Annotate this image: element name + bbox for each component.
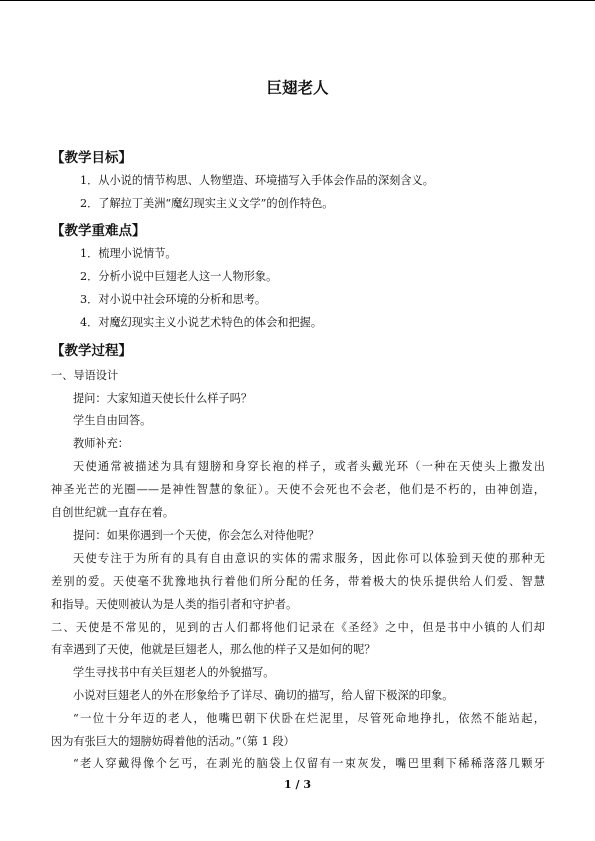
quote-line: “一位十分年迈的老人，他嘴巴朝下伏卧在烂泥里，尽管死命地挣扎，依然不能站起， [73,712,545,725]
quote-line: 因为有张巨大的翅膀妨碍着他的活动。”（第 1 段） [51,735,295,748]
section-heading-key-points: 【教学重难点】 [51,223,146,239]
body-line: 学生自由回答。 [73,414,152,427]
header-rule [0,0,595,1]
section-heading-process: 【教学过程】 [51,343,132,359]
process-heading-2: 二、天使是不常见的，见到的古人们都将他们记录在《圣经》之中，但是书中小镇的人们却 [51,621,545,634]
body-line: 天使专注于为所有的具有自由意识的实体的需求服务，因此你可以体验到天使的那种无 [73,552,545,565]
body-line: 提问：如果你遇到一个天使，你会怎么对待他呢？ [73,529,320,542]
body-line: 和指导。天使则被认为是人类的指引者和守护者。 [51,598,298,611]
key-point-item: 1．梳理小说情节。 [80,247,177,260]
goal-item: 2．了解拉丁美洲“魔幻现实主义文学”的创作特色。 [80,197,334,210]
body-line: 提问：大家知道天使长什么样子吗？ [73,392,253,405]
body-line: 教师补充： [73,437,129,450]
body-line: 小说对巨翅老人的外在形象给予了详尽、确切的描写，给人留下极深的印象。 [73,689,454,702]
key-point-item: 4．对魔幻现实主义小说艺术特色的体会和把握。 [80,316,323,329]
body-line: 天使通常被描述为具有翅膀和身穿长袍的样子，或者头戴光环（一种在天使头上撒发出 [73,460,545,473]
body-line: 自创世纪就一直存在着。 [51,506,175,519]
process-heading-1: 一、导语设计 [51,369,119,382]
key-point-item: 2．分析小说中巨翅老人这一人物形象。 [80,270,278,283]
section-heading-goals: 【教学目标】 [51,150,132,166]
body-line: 有幸遇到了天使，他就是巨翅老人，那么他的样子又是如何的呢？ [51,643,376,656]
key-point-item: 3．对小说中社会环境的分析和思考。 [80,293,267,306]
body-line: 差别的爱。天使毫不犹豫地执行着他们所分配的任务，带着极大的快乐提供给人们爱、智慧 [51,575,545,588]
page-number: 1 / 3 [284,778,311,791]
goal-item: 1．从小说的情节构思、人物塑造、环境描写入手体会作品的深刻含义。 [80,174,434,187]
body-line: 神圣光芒的光圈——是神性智慧的象征）。天使不会死也不会老，他们是不朽的，由神创造， [51,483,545,496]
quote-line: “老人穿戴得像个乞丐，在剥光的脑袋上仅留有一束灰发，嘴巴里剩下稀稀落落几颗牙 [73,757,545,770]
body-line: 学生寻找书中有关巨翅老人的外貌描写。 [73,666,275,679]
document-title: 巨翅老人 [266,79,329,97]
